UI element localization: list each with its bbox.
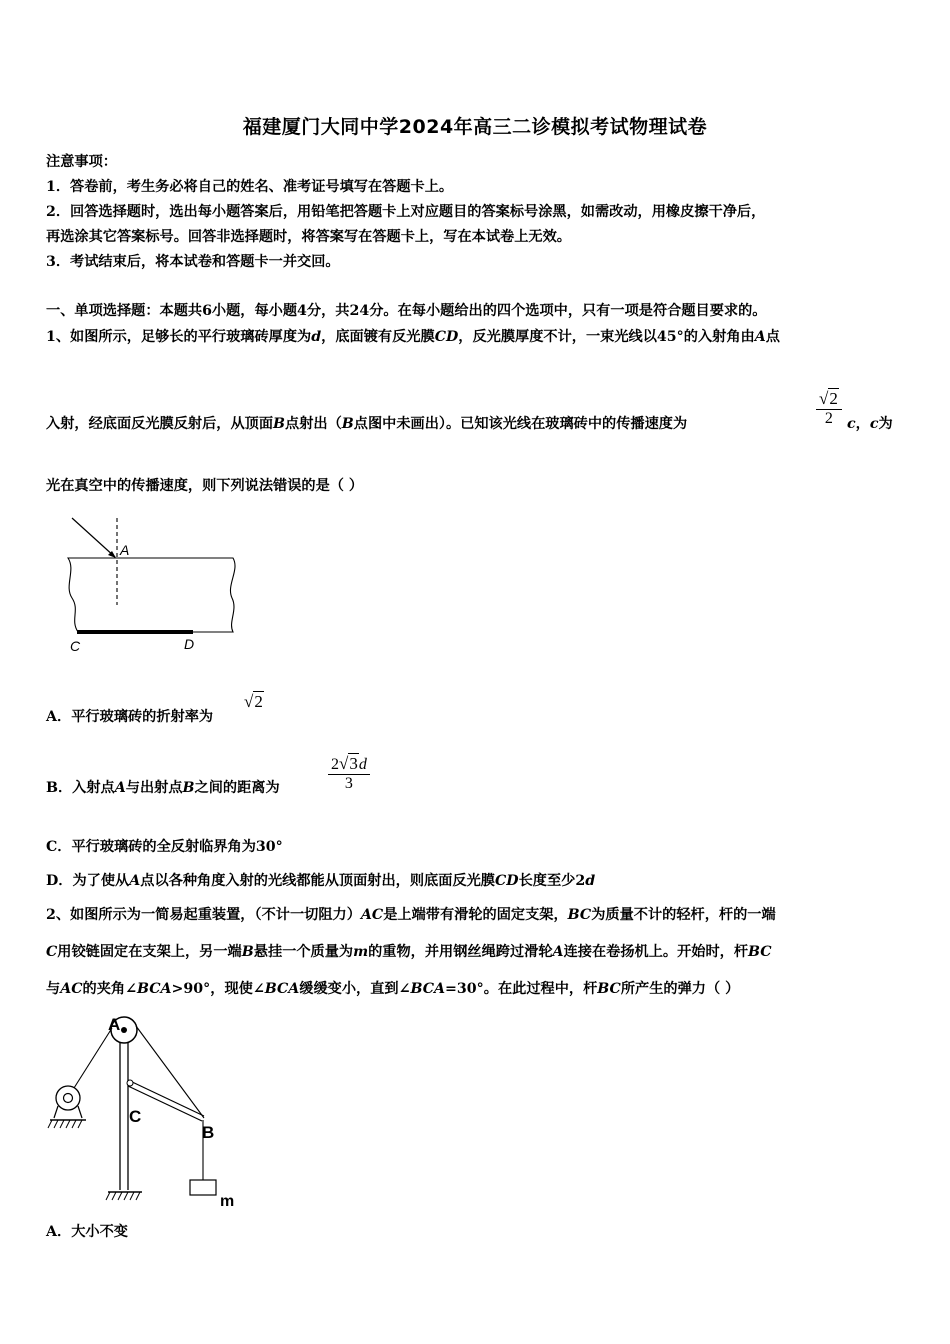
- q1-option-d: D．为了使从A点以各种角度入射的光线都能从顶面射出，则底面反光膜CD长度至少2d: [46, 873, 596, 889]
- label-d: D: [184, 636, 195, 652]
- winch-drum: [56, 1086, 80, 1110]
- label-c: C: [70, 638, 81, 654]
- slab-outline: [68, 558, 235, 632]
- label-a: A: [108, 1015, 121, 1034]
- q1-line2-end: c，c为: [847, 416, 893, 432]
- glass-slab-figure: [50, 510, 250, 660]
- q1-line3: 光在真空中的传播速度，则下列说法错误的是（ ）: [46, 478, 364, 494]
- label-a: A: [120, 542, 130, 558]
- q2-line3: 与AC的夹角∠BCA>90°，现使∠BCA缓缓变小，直到∠BCA=30°。在此过程中，杆BC所产生的弹力（ ）: [46, 981, 740, 997]
- section-heading: 一、单项选择题：本题共6小题，每小题4分，共24分。在每小题给出的四个选项中，只有一项是符合题目要求的。: [46, 303, 767, 319]
- note-item: 再选涂其它答案标号。回答非选择题时，将答案写在答题卡上，写在本试卷上无效。: [46, 229, 571, 245]
- q1-option-a: A．平行玻璃砖的折射率为: [46, 709, 214, 725]
- q2-line2: C用铰链固定在支架上，另一端B悬挂一个质量为m的重物，并用钢丝绳跨过滑轮A连接在卷扬机上。开始时，杆BC: [46, 944, 772, 960]
- q2-option-a: A．大小不变: [46, 1224, 128, 1240]
- rope-to-winch: [74, 1028, 112, 1088]
- pulley-axle: [121, 1027, 127, 1033]
- winch-axle: [64, 1094, 73, 1103]
- weight-box: [190, 1180, 216, 1195]
- q2-line1: 2、如图所示为一简易起重装置，（不计一切阻力）AC是上端带有滑轮的固定支架，BC为质量不计的轻杆，杆的一端: [46, 907, 776, 923]
- q1-line1: 1、如图所示，足够长的平行玻璃砖厚度为d，底面镀有反光膜CD，反光膜厚度不计，一束光线以45°的入射角由A点: [46, 329, 780, 345]
- label-m: m: [220, 1193, 235, 1210]
- q1-option-c: C．平行玻璃砖的全反射临界角为30°: [46, 839, 283, 855]
- hinge-c: [127, 1080, 133, 1086]
- note-item: 1．答卷前，考生务必将自己的姓名、准考证号填写在答题卡上。: [46, 179, 454, 195]
- option-b-value: $\frac{2√3d}{3}$: [328, 755, 370, 793]
- note-item: 3．考试结束后，将本试卷和答题卡一并交回。: [46, 254, 340, 270]
- page-title: 福建厦门大同中学2024年高三二诊模拟考试物理试卷: [242, 116, 708, 138]
- notes-heading: 注意事项：: [46, 154, 117, 170]
- crane-figure: [44, 1010, 254, 1210]
- speed-fraction: $\frac{√2}{2}$: [816, 390, 842, 428]
- incident-ray: [72, 518, 115, 557]
- q1-option-b: B．入射点A与出射点B之间的距离为: [46, 780, 280, 796]
- option-a-value: √2: [244, 692, 263, 711]
- label-b: B: [202, 1123, 215, 1142]
- note-item: 2．回答选择题时，选出每小题答案后，用铅笔把答题卡上对应题目的答案标号涂黑，如需改动，用橡皮擦干净后，: [46, 204, 766, 220]
- rope-to-b: [136, 1026, 204, 1118]
- label-c: C: [129, 1107, 142, 1126]
- q1-line2: 入射，经底面反光膜反射后，从顶面B点射出（B点图中未画出）。已知该光线在玻璃砖中的传播速度为: [46, 416, 688, 432]
